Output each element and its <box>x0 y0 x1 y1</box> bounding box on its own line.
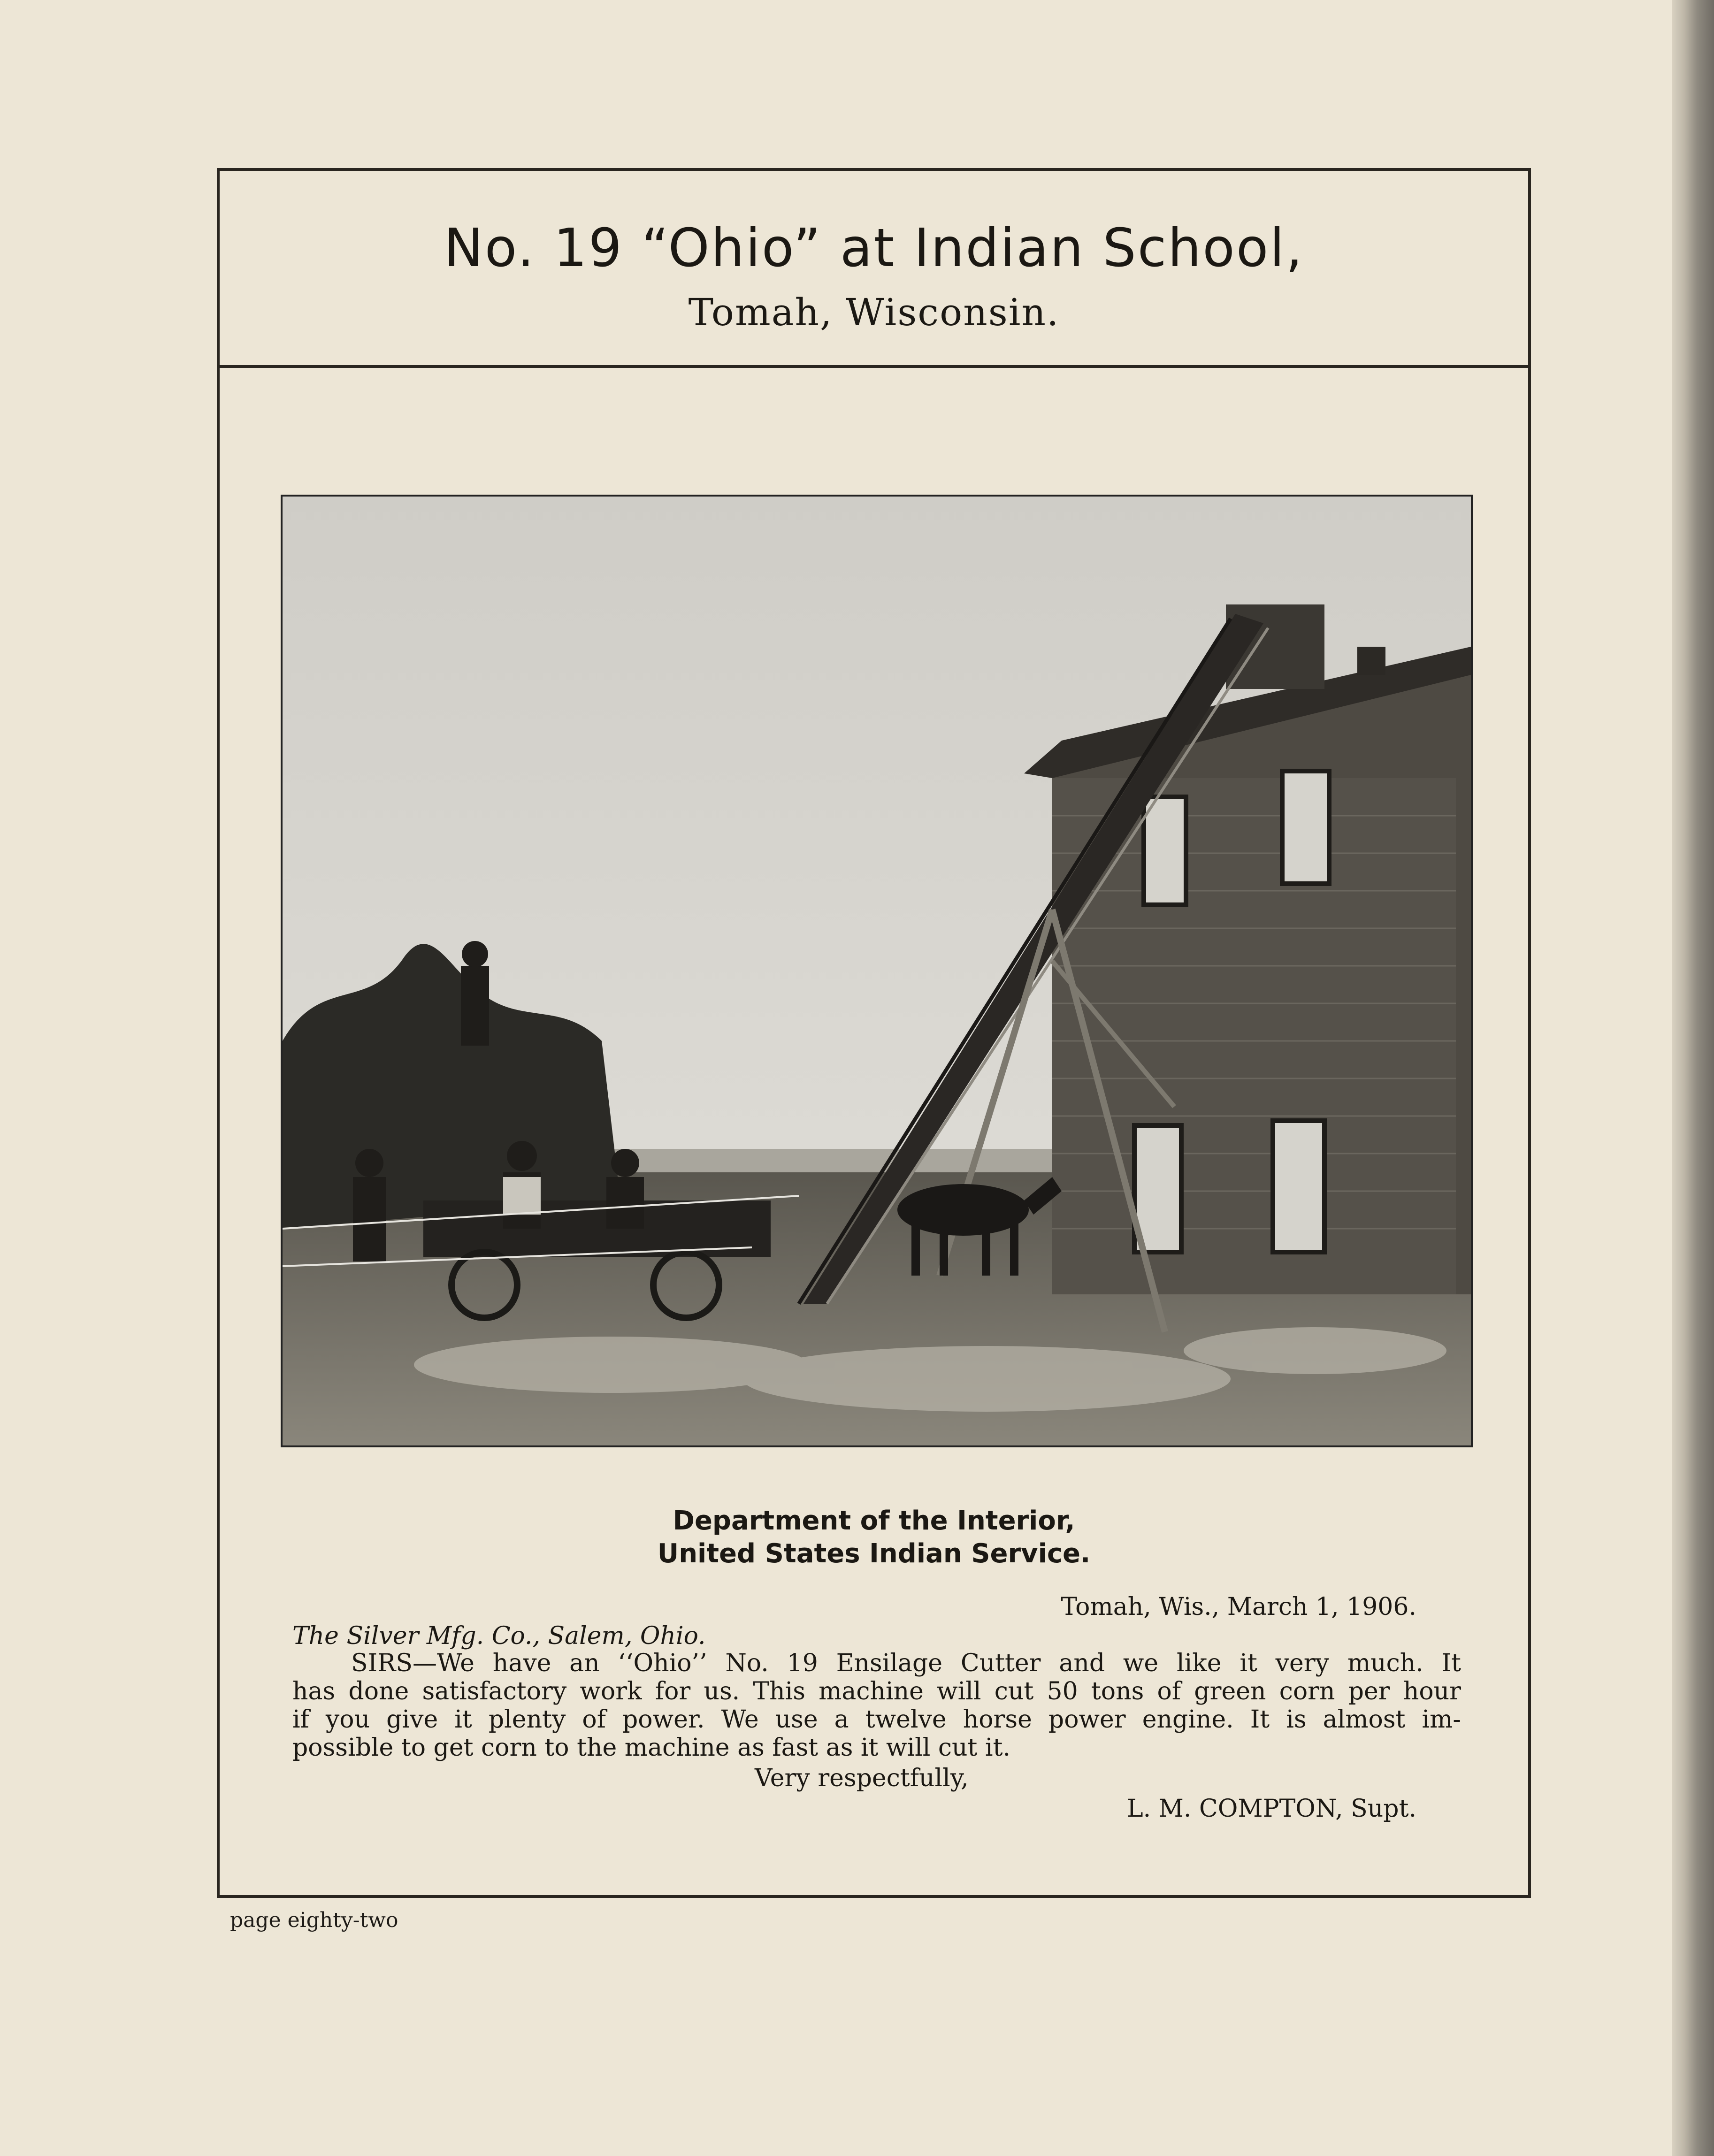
page-title: No. 19 “Ohio” at Indian School, <box>444 218 1304 279</box>
letterhead <box>220 1505 1528 1570</box>
advertisement-frame <box>217 168 1531 1898</box>
page-edge-shadow <box>1672 0 1714 2156</box>
letterhead-department: Department of the Interior, <box>673 1506 1075 1536</box>
letter-body-line: if you give it plenty of power. We use a twelve horse power engine. It is almost im- <box>292 1705 1461 1734</box>
letter-closing: Very respectfully, <box>755 1764 969 1792</box>
letterhead-service: United States Indian Service. <box>657 1538 1091 1569</box>
letter-body-line: has done satisfactory work for us. This machine will cut 50 tons of green corn per hour <box>292 1677 1461 1705</box>
header-panel <box>220 171 1528 368</box>
letter-body-line: SIRS—We have an ‘‘Ohio’’ No. 19 Ensilage Cutter and we like it very much. It <box>351 1649 1461 1677</box>
page-subtitle: Tomah, Wisconsin. <box>688 291 1060 334</box>
photo-illustration <box>283 497 1471 1445</box>
letter-body-line: possible to get corn to the machine as fast as it will cut it. <box>292 1734 1010 1762</box>
photograph-icon <box>281 495 1473 1447</box>
page-number: page eighty-two <box>230 1908 398 1932</box>
letter-addressee: The Silver Mfg. Co., Salem, Ohio. <box>292 1622 706 1650</box>
letter-date: Tomah, Wis., March 1, 1906. <box>1061 1593 1416 1621</box>
letter-signature: L. M. COMPTON, Supt. <box>1127 1795 1416 1823</box>
